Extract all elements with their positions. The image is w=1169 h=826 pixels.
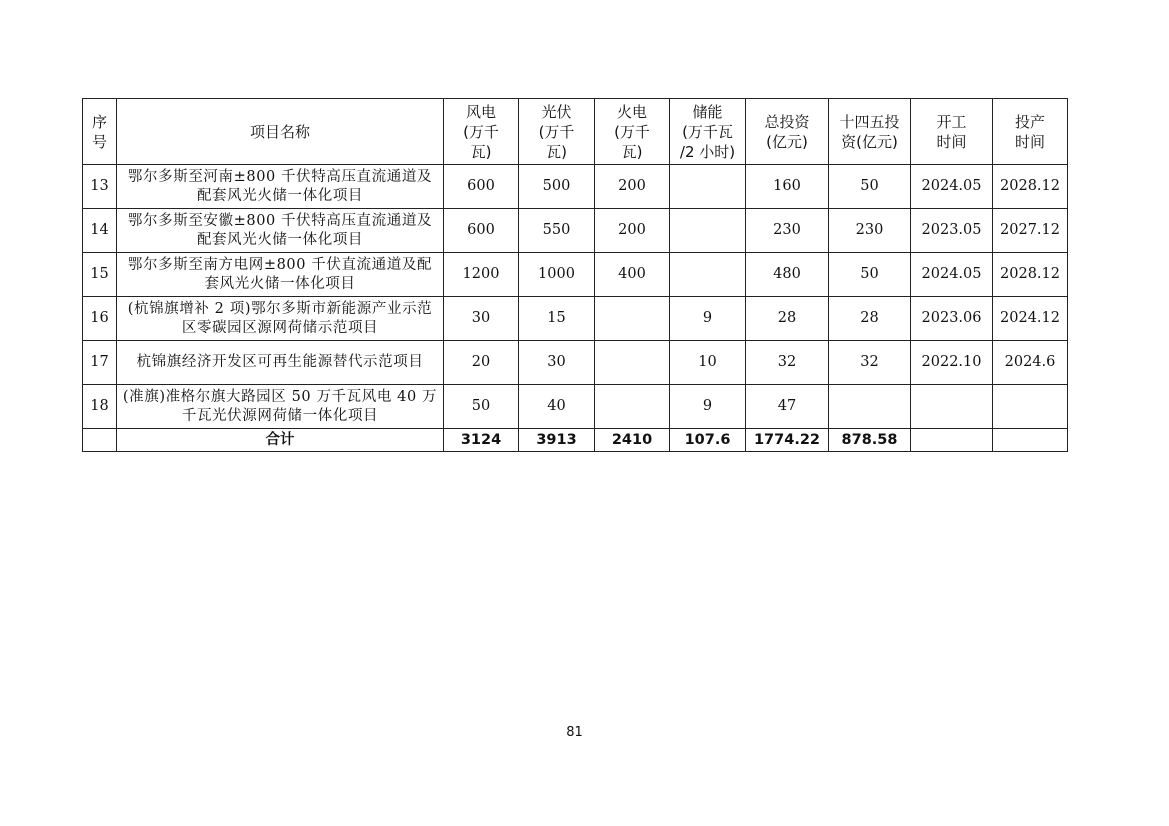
header-line: 瓦)	[621, 142, 643, 161]
header-thermal	[595, 99, 670, 165]
header-line: 号	[91, 132, 107, 151]
cell-project-name: 鄂尔多斯至安徽±800 千伏特高压直流通道及配套风光火储一体化项目	[117, 209, 444, 253]
cell-plan-investment	[829, 385, 911, 429]
cell-wind: 600	[444, 209, 519, 253]
total-label: 合计	[117, 429, 444, 452]
cell-number: 18	[83, 385, 117, 429]
total-start-time	[911, 429, 993, 452]
cell-start-time: 2024.05	[911, 165, 993, 209]
header-line: 资(亿元)	[841, 132, 898, 151]
header-plan-investment	[829, 99, 911, 165]
cell-wind: 50	[444, 385, 519, 429]
cell-thermal	[595, 341, 670, 385]
cell-project-name: 鄂尔多斯至南方电网±800 千伏直流通道及配套风光火储一体化项目	[117, 253, 444, 297]
cell-storage: 10	[670, 341, 746, 385]
table-row	[83, 297, 1068, 341]
header-line: 投产	[1014, 112, 1045, 131]
cell-plan-investment: 28	[829, 297, 911, 341]
page-number: 81	[566, 725, 583, 740]
cell-solar: 30	[519, 341, 595, 385]
header-line: 总投资	[764, 112, 810, 131]
header-line: 光伏	[541, 102, 572, 121]
table-row	[83, 253, 1068, 297]
table-row	[83, 209, 1068, 253]
cell-start-time	[911, 385, 993, 429]
cell-wind: 600	[444, 165, 519, 209]
header-line: (万千	[538, 122, 575, 141]
table-row	[83, 385, 1068, 429]
cell-solar: 550	[519, 209, 595, 253]
cell-start-time: 2022.10	[911, 341, 993, 385]
cell-storage	[670, 165, 746, 209]
cell-wind: 20	[444, 341, 519, 385]
header-line: 时间	[936, 132, 967, 151]
project-table	[82, 98, 1068, 452]
total-wind: 3124	[444, 429, 519, 452]
header-number	[83, 99, 117, 165]
total-investment: 1774.22	[746, 429, 829, 452]
cell-number: 17	[83, 341, 117, 385]
header-total-investment	[746, 99, 829, 165]
cell-operation-time: 2028.12	[993, 165, 1068, 209]
total-thermal: 2410	[595, 429, 670, 452]
header-line: 序	[91, 112, 107, 131]
cell-thermal: 400	[595, 253, 670, 297]
cell-total-investment: 28	[746, 297, 829, 341]
cell-plan-investment: 50	[829, 165, 911, 209]
header-wind	[444, 99, 519, 165]
header-operation-time	[993, 99, 1068, 165]
cell-wind: 1200	[444, 253, 519, 297]
cell-total-investment: 480	[746, 253, 829, 297]
header-line: (万千	[463, 122, 499, 141]
table-row	[83, 165, 1068, 209]
cell-wind: 30	[444, 297, 519, 341]
cell-operation-time: 2024.12	[993, 297, 1068, 341]
cell-operation-time: 2027.12	[993, 209, 1068, 253]
cell-operation-time: 2024.6	[993, 341, 1068, 385]
table-header-row	[83, 99, 1068, 165]
cell-thermal: 200	[595, 209, 670, 253]
header-project-name	[117, 99, 444, 165]
header-line: 火电	[616, 102, 647, 121]
header-line: (亿元)	[766, 132, 808, 151]
cell-solar: 1000	[519, 253, 595, 297]
total-solar: 3913	[519, 429, 595, 452]
header-line: 时间	[1014, 132, 1045, 151]
cell-solar: 500	[519, 165, 595, 209]
header-start-time	[911, 99, 993, 165]
cell-storage	[670, 253, 746, 297]
project-table-container	[82, 98, 1068, 452]
cell-total-investment: 160	[746, 165, 829, 209]
cell-thermal: 200	[595, 165, 670, 209]
cell-thermal	[595, 385, 670, 429]
cell-number: 16	[83, 297, 117, 341]
cell-solar: 15	[519, 297, 595, 341]
cell-number: 14	[83, 209, 117, 253]
total-operation-time	[993, 429, 1068, 452]
cell-plan-investment: 230	[829, 209, 911, 253]
cell-plan-investment: 50	[829, 253, 911, 297]
cell-storage: 9	[670, 297, 746, 341]
total-plan-investment: 878.58	[829, 429, 911, 452]
cell-project-name: 鄂尔多斯至河南±800 千伏特高压直流通道及配套风光火储一体化项目	[117, 165, 444, 209]
cell-project-name: (准旗)准格尔旗大路园区 50 万千瓦风电 40 万千瓦光伏源网荷储一体化项目	[117, 385, 444, 429]
cell-plan-investment: 32	[829, 341, 911, 385]
cell-operation-time	[993, 385, 1068, 429]
cell-storage	[670, 209, 746, 253]
cell-storage: 9	[670, 385, 746, 429]
cell-solar: 40	[519, 385, 595, 429]
cell-number	[83, 429, 117, 452]
header-line: (万千	[614, 122, 650, 141]
cell-start-time: 2023.06	[911, 297, 993, 341]
total-storage: 107.6	[670, 429, 746, 452]
cell-total-investment: 47	[746, 385, 829, 429]
header-line: 储能	[692, 102, 723, 121]
cell-thermal	[595, 297, 670, 341]
cell-number: 13	[83, 165, 117, 209]
header-line: (万千瓦	[682, 122, 733, 141]
header-line: 风电	[465, 102, 496, 121]
table-body	[83, 165, 1068, 452]
cell-start-time: 2024.05	[911, 253, 993, 297]
header-line: 十四五投	[839, 112, 900, 131]
cell-total-investment: 230	[746, 209, 829, 253]
table-row	[83, 341, 1068, 385]
total-row	[83, 429, 1068, 452]
cell-operation-time: 2028.12	[993, 253, 1068, 297]
cell-total-investment: 32	[746, 341, 829, 385]
cell-project-name: 杭锦旗经济开发区可再生能源替代示范项目	[117, 341, 444, 385]
cell-project-name: (杭锦旗增补 2 项)鄂尔多斯市新能源产业示范区零碳园区源网荷储示范项目	[117, 297, 444, 341]
cell-number: 15	[83, 253, 117, 297]
header-storage	[670, 99, 746, 165]
header-line: /2 小时)	[679, 142, 736, 161]
header-solar	[519, 99, 595, 165]
header-line: 瓦)	[546, 142, 567, 161]
header-line: 开工	[936, 112, 967, 131]
header-line: 瓦)	[470, 142, 492, 161]
header-line: 项目名称	[249, 122, 310, 141]
cell-start-time: 2023.05	[911, 209, 993, 253]
